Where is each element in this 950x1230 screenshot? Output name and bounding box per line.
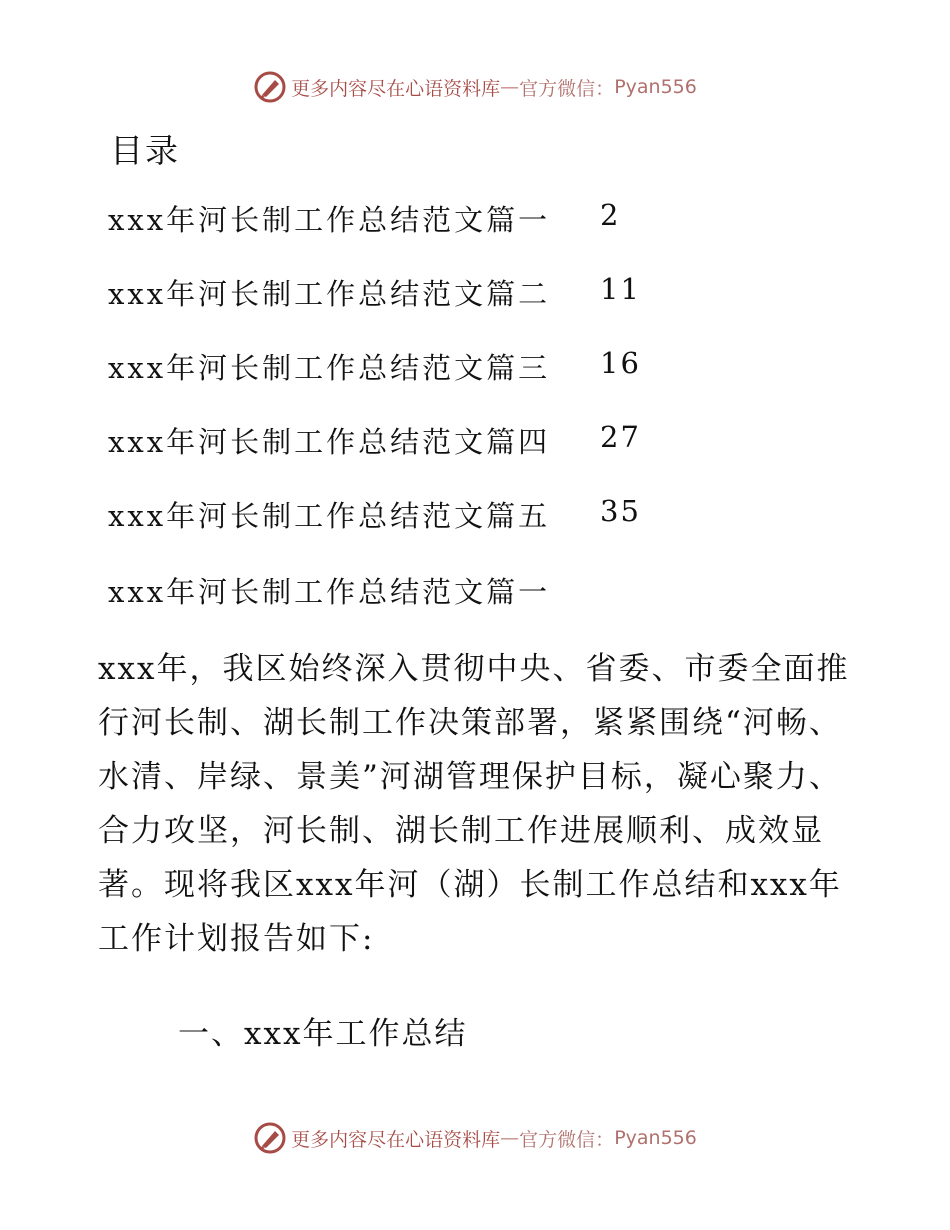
toc-item-page: 2	[600, 198, 621, 232]
banner-label: 官方微信：	[519, 1128, 615, 1151]
toc-item[interactable]	[108, 272, 668, 316]
banner-handle: Pyan556	[614, 76, 697, 98]
banner-separator: —	[500, 1127, 520, 1149]
toc-title: 目录	[110, 131, 180, 170]
toc-item-title[interactable]: xxx年河长制工作总结范文篇一	[108, 203, 551, 237]
banner-separator: —	[500, 76, 520, 98]
toc-item-page: 35	[600, 494, 641, 528]
toc-item[interactable]	[108, 198, 668, 242]
header-banner	[0, 70, 950, 104]
toc-item[interactable]	[108, 346, 668, 390]
footer-banner	[0, 1121, 950, 1155]
section-title: xxx年河长制工作总结范文篇一	[108, 575, 551, 609]
toc-item-title[interactable]: xxx年河长制工作总结范文篇四	[108, 425, 551, 459]
banner-label: 官方微信：	[519, 77, 615, 100]
toc-item-title[interactable]: xxx年河长制工作总结范文篇五	[108, 499, 551, 533]
toc-item-page: 16	[600, 346, 641, 380]
toc-item[interactable]	[108, 494, 668, 538]
banner-text: 更多内容尽在心语资料库	[291, 1128, 501, 1151]
toc-item-title[interactable]: xxx年河长制工作总结范文篇三	[108, 351, 551, 385]
body-paragraph: xxx年，我区始终深入贯彻中央、省委、市委全面推行河长制、湖长制工作决策部署，紧紧围绕“河畅、水清、岸绿、景美”河湖管理保护目标，凝心聚力、合力攻坚，河长制、湖长制工作进展顺利、成效显著。现将我区xxx年河（湖）长制工作总结和xxx年工作计划报告如下:	[98, 651, 850, 957]
toc-item-page: 27	[600, 420, 641, 454]
pen-logo-icon	[253, 70, 287, 104]
toc-item-page: 11	[600, 272, 641, 306]
toc-item[interactable]	[108, 420, 668, 464]
toc-item-title[interactable]: xxx年河长制工作总结范文篇二	[108, 277, 551, 311]
pen-logo-icon	[253, 1121, 287, 1155]
banner-text: 更多内容尽在心语资料库	[291, 77, 501, 100]
heading-level-1: 一、xxx年工作总结	[178, 1016, 468, 1052]
banner-handle: Pyan556	[614, 1127, 697, 1149]
